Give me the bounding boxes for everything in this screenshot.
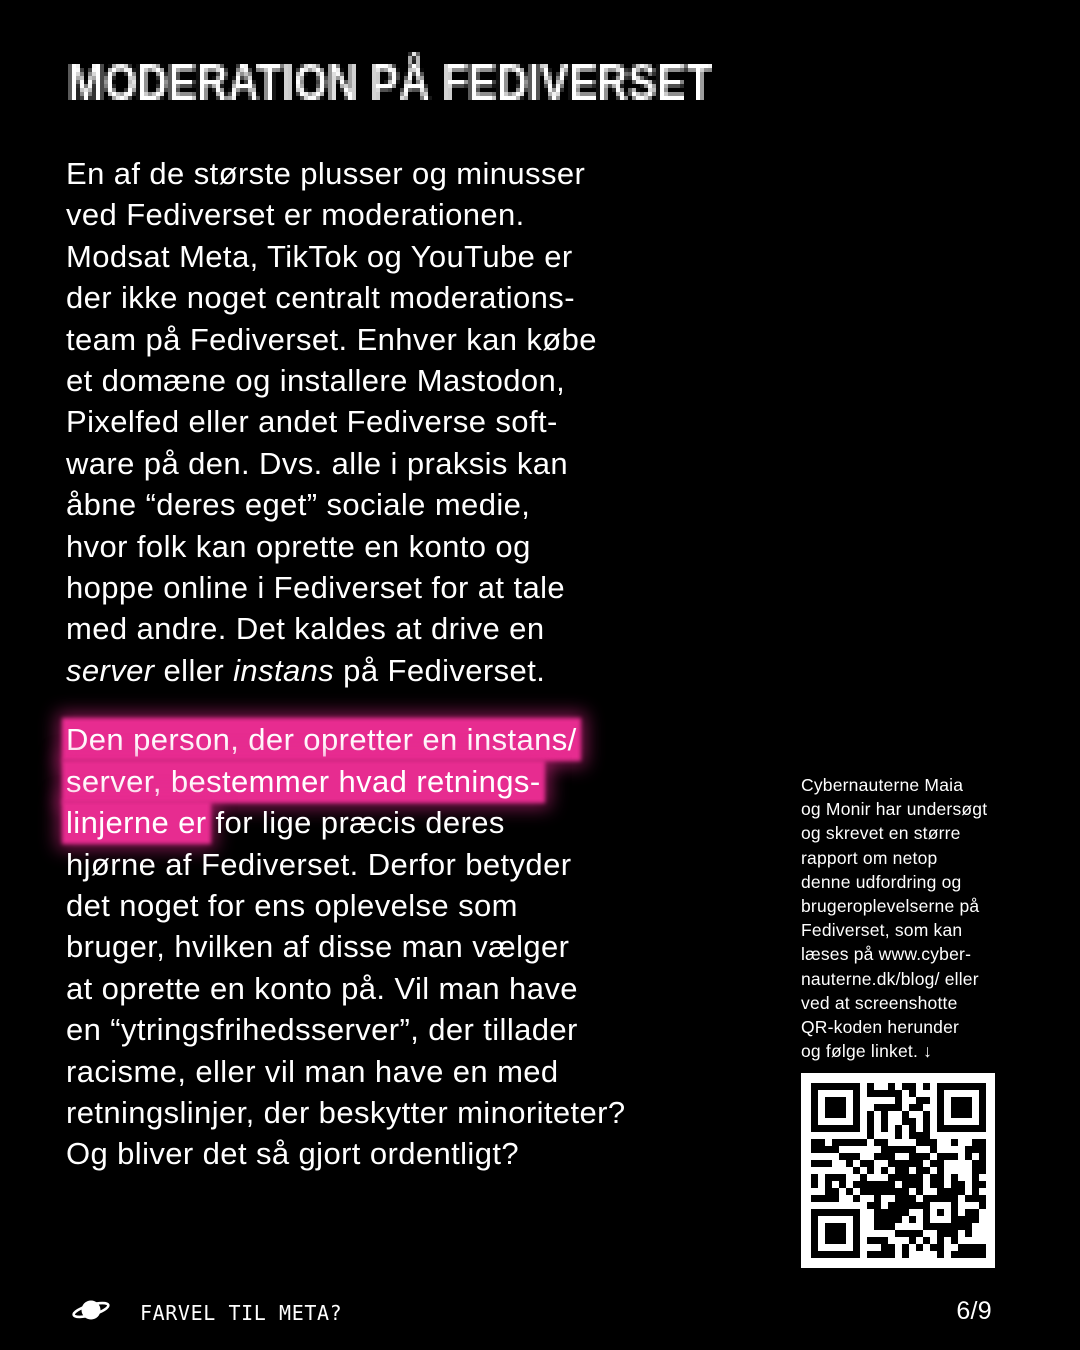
text-segment: Og bliver det så gjort ordentligt? [66, 1136, 520, 1172]
note-line: ved at screenshotte [801, 992, 958, 1013]
note-line: Fediverset, som kan [801, 920, 963, 941]
body-line [66, 526, 626, 567]
text-segment: bruger, hvilken af disse man vælger [66, 929, 570, 965]
text-segment: med andre. Det kaldes at drive en [66, 611, 545, 647]
text-segment: Modsat Meta, TikTok og YouTube er [66, 238, 573, 274]
body-line [66, 926, 626, 967]
body-line [66, 360, 626, 401]
paragraph-highlighted [66, 719, 626, 1174]
text-segment: hoppe online i Fediverset for at tale [66, 570, 566, 606]
highlighted-text: Den person, der opretter en instans/ [66, 722, 577, 758]
page-title [64, 52, 716, 116]
page-indicator: 6/9 [956, 1297, 992, 1325]
note-line: læses på www.cyber- [801, 944, 972, 965]
qr-code-pattern [811, 1083, 986, 1258]
article-text [66, 153, 626, 1175]
qr-code [801, 1073, 995, 1268]
text-segment: åbne “deres eget” sociale medie, [66, 487, 531, 523]
italic-term: server [66, 652, 155, 688]
body-line [66, 844, 626, 885]
body-line [66, 608, 626, 649]
body-line [66, 277, 626, 318]
text-segment: en “ytringsfrihedsserver”, der tillader [66, 1012, 578, 1048]
italic-term: instans [233, 652, 335, 688]
note-line: nauterne.dk/blog/ eller [801, 968, 979, 989]
body-line [66, 194, 626, 235]
note-line: brugeroplevelserne på [801, 896, 980, 917]
body-line [66, 401, 626, 442]
text-segment: ved Fediverset er moderationen. [66, 197, 525, 233]
body-line [66, 968, 626, 1009]
note-line: og Monir har undersøgt [801, 799, 988, 820]
text-segment: hvor folk kan oprette en konto og [66, 528, 531, 564]
body-line [66, 1051, 626, 1092]
note-line: og følge linket. ↓ [801, 1041, 933, 1062]
body-line [66, 885, 626, 926]
text-segment: der ikke noget centralt moderations- [66, 280, 575, 316]
text-segment: eller [154, 652, 234, 688]
text-segment: et domæne og installere Mastodon, [66, 363, 566, 399]
body-line [66, 802, 626, 843]
text-segment: ware på den. Dvs. alle i praksis kan [66, 445, 569, 481]
text-segment: En af de største plusser og minusser [66, 156, 586, 191]
text-segment: på Fediverset. [334, 652, 546, 688]
note-line: Cybernauterne Maia [801, 775, 964, 795]
body-line [66, 761, 626, 802]
paragraph-intro [66, 153, 626, 691]
body-line [66, 319, 626, 360]
highlighted-text: linjerne er [66, 805, 207, 841]
body-line [66, 236, 626, 277]
text-segment: at oprette en konto på. Vil man have [66, 970, 578, 1006]
body-line [66, 443, 626, 484]
text-segment: retningslinjer, der beskytter minoriteter? [66, 1094, 626, 1130]
text-segment: for lige præcis deres [206, 805, 505, 841]
body-line [66, 567, 626, 608]
highlighted-text: server, bestemmer hvad retnings- [66, 763, 541, 799]
text-segment: Pixelfed eller andet Fediverse soft- [66, 404, 558, 440]
note-line: denne udfordring og [801, 871, 962, 892]
note-line: og skrevet en større [801, 823, 961, 844]
text-segment: racisme, eller vil man have en med [66, 1053, 559, 1089]
body-line [66, 1009, 626, 1050]
body-line [66, 484, 626, 525]
body-line [66, 153, 626, 194]
body-line [66, 1133, 626, 1174]
body-line [66, 1092, 626, 1133]
page-title-canvas [64, 52, 716, 116]
text-segment: hjørne af Fediverset. Derfor betyder [66, 846, 572, 882]
note-line: rapport om netop [801, 847, 938, 868]
body-line [66, 719, 626, 760]
body-line [66, 650, 626, 691]
sidebar-note [801, 773, 987, 1063]
series-title: FARVEL TIL META? [140, 1301, 343, 1325]
saturn-planet-icon [71, 1295, 111, 1327]
text-segment: det noget for ens oplevelse som [66, 887, 518, 923]
text-segment: team på Fediverset. Enhver kan købe [66, 321, 597, 357]
note-line: QR-koden herunder [801, 1017, 960, 1038]
